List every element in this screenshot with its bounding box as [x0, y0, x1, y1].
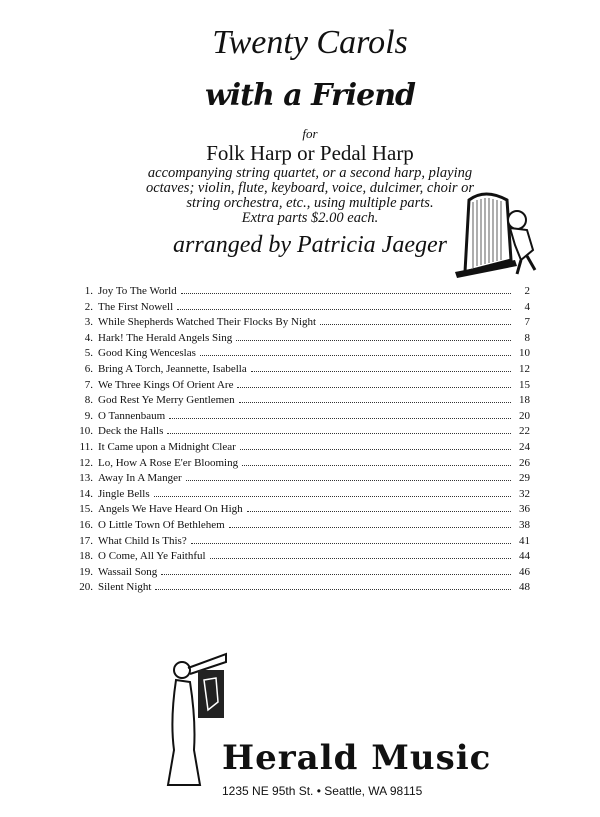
- herald-logo-figure: [160, 640, 230, 790]
- cover-subtitle: with a Friend: [204, 78, 416, 113]
- toc-number: 11.: [79, 440, 93, 453]
- toc-page: 26: [519, 456, 530, 469]
- arranger-credit: arranged by Patricia Jaeger: [173, 232, 447, 258]
- toc-title: Lo, How A Rose E'er Blooming: [98, 456, 239, 469]
- toc-title: O Come, All Ye Faithful: [98, 550, 206, 563]
- toc-number: 10.: [79, 425, 93, 438]
- toc-page: 36: [519, 503, 530, 516]
- toc-page: 10: [519, 347, 530, 360]
- toc-entry: [60, 315, 530, 331]
- dot-leader: [167, 433, 511, 434]
- toc-title: Bring A Torch, Jeannette, Isabella: [98, 362, 247, 375]
- toc-title: God Rest Ye Merry Gentlemen: [98, 394, 235, 407]
- toc-page: 7: [524, 316, 530, 329]
- toc-page: 38: [519, 518, 530, 531]
- toc-page: 46: [519, 565, 530, 578]
- toc-number: 15.: [79, 503, 93, 516]
- toc-title: Deck the Halls: [98, 425, 164, 438]
- toc-entry: [60, 378, 530, 394]
- dot-leader: [320, 324, 511, 325]
- dot-leader: [237, 387, 511, 388]
- dot-leader: [154, 496, 511, 497]
- toc-entry: [60, 409, 530, 425]
- dot-leader: [239, 402, 511, 403]
- toc-title: Good King Wenceslas: [98, 347, 196, 360]
- dot-leader: [251, 371, 511, 372]
- toc-title: Hark! The Herald Angels Sing: [98, 331, 233, 344]
- toc-title: Angels We Have Heard On High: [98, 503, 243, 516]
- dot-leader: [210, 558, 511, 559]
- toc-title: It Came upon a Midnight Clear: [98, 440, 236, 453]
- toc-entry: [60, 362, 530, 378]
- dot-leader: [177, 309, 511, 310]
- description-line: accompanying string quartet, or a second harp, playing: [147, 165, 473, 181]
- toc-title: While Shepherds Watched Their Flocks By Night: [98, 316, 317, 329]
- toc-page: 15: [519, 378, 530, 391]
- toc-number: 7.: [84, 378, 93, 391]
- toc-page: 41: [519, 534, 530, 547]
- toc-entry: [60, 284, 530, 300]
- toc-number: 8.: [84, 394, 93, 407]
- toc-entry: [60, 565, 530, 581]
- toc-number: 13.: [79, 472, 93, 485]
- toc-title: What Child Is This?: [98, 534, 187, 547]
- description-line: Extra parts $2.00 each.: [241, 210, 379, 226]
- toc-entry: [60, 549, 530, 565]
- dot-leader: [229, 527, 511, 528]
- toc-number: 4.: [84, 331, 93, 344]
- publisher-address: 1235 NE 95th St. • Seattle, WA 98115: [222, 784, 423, 798]
- table-of-contents: [60, 284, 530, 596]
- toc-entry: [60, 534, 530, 550]
- toc-entry: [60, 456, 530, 472]
- toc-entry: [60, 502, 530, 518]
- toc-page: 44: [519, 550, 530, 563]
- toc-entry: [60, 346, 530, 362]
- toc-number: 1.: [84, 285, 93, 297]
- dot-leader: [247, 511, 511, 512]
- dot-leader: [242, 465, 511, 466]
- toc-entry: [60, 487, 530, 503]
- toc-title: O Tannenbaum: [98, 409, 166, 422]
- toc-entry: [60, 331, 530, 347]
- toc-title: Away In A Manger: [98, 472, 182, 485]
- toc-number: 17.: [79, 534, 93, 547]
- toc-entry: [60, 440, 530, 456]
- toc-entry: [60, 518, 530, 534]
- dot-leader: [236, 340, 511, 341]
- dot-leader: [186, 480, 511, 481]
- toc-page: 32: [519, 487, 530, 500]
- toc-title: Jingle Bells: [98, 487, 150, 500]
- toc-number: 6.: [84, 362, 93, 375]
- toc-entry: [60, 393, 530, 409]
- for-label: for: [302, 126, 318, 141]
- toc-title: Silent Night: [98, 581, 152, 594]
- toc-title: Wassail Song: [98, 565, 158, 578]
- instrument-line: Folk Harp or Pedal Harp: [206, 141, 414, 165]
- dot-leader: [240, 449, 511, 450]
- toc-page: 20: [519, 409, 530, 422]
- toc-entry: [60, 300, 530, 316]
- harp-illustration: [455, 190, 545, 280]
- dot-leader: [191, 543, 511, 544]
- toc-number: 14.: [79, 487, 93, 500]
- toc-number: 3.: [84, 316, 93, 329]
- dot-leader: [169, 418, 511, 419]
- dot-leader: [181, 293, 511, 294]
- toc-number: 18.: [79, 550, 93, 563]
- toc-number: 12.: [79, 456, 93, 469]
- toc-number: 9.: [84, 409, 93, 422]
- toc-entry: [60, 471, 530, 487]
- toc-page: 8: [524, 331, 530, 344]
- toc-number: 19.: [79, 565, 93, 578]
- toc-page: 22: [519, 425, 530, 438]
- toc-page: 29: [519, 472, 530, 485]
- toc-title: O Little Town Of Bethlehem: [98, 518, 225, 531]
- toc-page: 24: [519, 440, 530, 453]
- toc-page: 12: [519, 362, 530, 375]
- toc-title: We Three Kings Of Orient Are: [98, 378, 234, 391]
- dot-leader: [155, 589, 511, 590]
- toc-page: 48: [519, 581, 530, 594]
- description-line: string orchestra, etc., using multiple parts.: [186, 195, 434, 211]
- toc-number: 16.: [79, 518, 93, 531]
- toc-title: The First Nowell: [98, 300, 174, 313]
- publisher-name: Herald Music: [222, 738, 492, 778]
- toc-entry: [60, 424, 530, 440]
- toc-number: 20.: [79, 581, 93, 594]
- cover-title: Twenty Carols: [212, 24, 408, 61]
- toc-entry: [60, 580, 530, 596]
- description-line: octaves; violin, flute, keyboard, voice, dulcimer, choir or: [145, 180, 475, 196]
- dot-leader: [200, 355, 511, 356]
- toc-page: 2: [524, 285, 530, 297]
- dot-leader: [161, 574, 511, 575]
- toc-title: Joy To The World: [98, 285, 177, 297]
- toc-number: 2.: [84, 300, 93, 313]
- toc-page: 18: [519, 394, 530, 407]
- toc-page: 4: [524, 300, 530, 313]
- toc-number: 5.: [84, 347, 93, 360]
